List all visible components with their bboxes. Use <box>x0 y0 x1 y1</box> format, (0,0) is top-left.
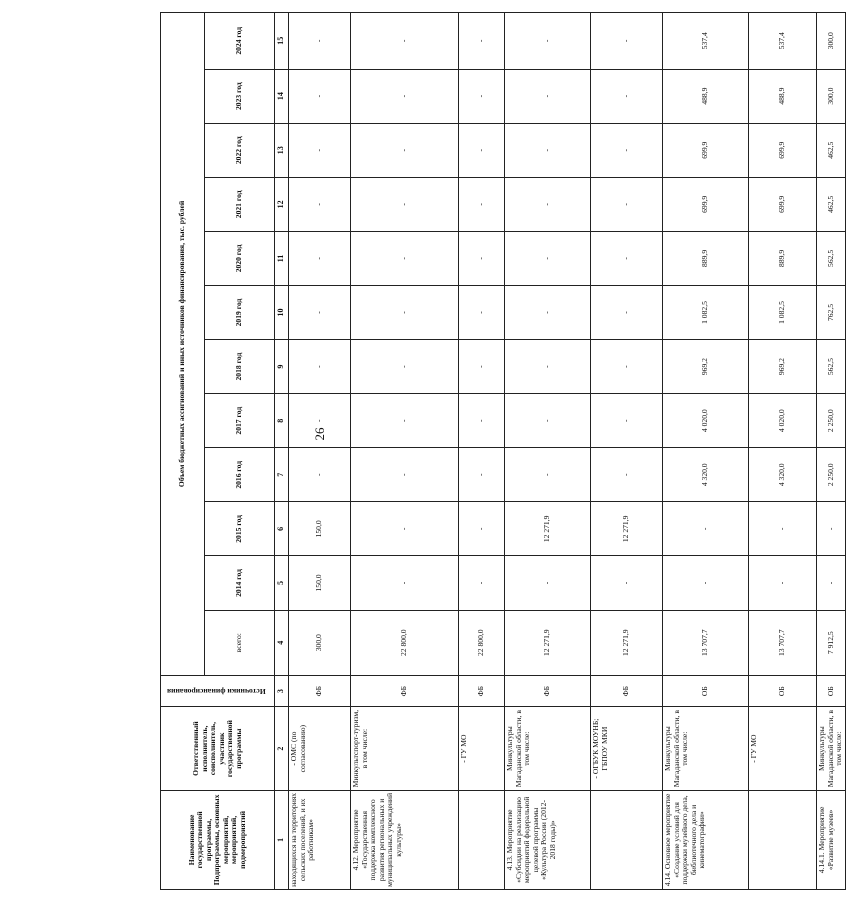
value-2018-cell: - <box>505 340 591 394</box>
activity-name-cell <box>459 790 505 889</box>
table-row <box>749 13 817 890</box>
value-2021-cell: 699,9 <box>663 177 749 231</box>
value-2018-cell: 969,2 <box>749 340 817 394</box>
value-2024-cell: - <box>289 13 351 70</box>
value-2016-cell: - <box>591 448 663 502</box>
value-2015-cell: - <box>459 502 505 556</box>
funding-source-cell: ФБ <box>351 675 459 707</box>
column-index: 2 <box>275 707 289 790</box>
budget-table <box>160 12 846 890</box>
total-cell: 13 707,7 <box>663 610 749 675</box>
value-2016-cell: - <box>351 448 459 502</box>
value-2023-cell: 488,9 <box>749 69 817 123</box>
value-2020-cell: - <box>351 231 459 285</box>
value-2021-cell: - <box>459 177 505 231</box>
value-2017-cell: 2 250,0 <box>817 394 846 448</box>
total-cell: 22 800,0 <box>351 610 459 675</box>
table-row <box>459 13 505 890</box>
executor-cell: Минкультспорт-туризм, в том числе: <box>351 707 459 790</box>
header-year-2017: 2017 год <box>205 394 275 448</box>
value-2020-cell: - <box>505 231 591 285</box>
value-2023-cell: - <box>591 69 663 123</box>
value-2023-cell: - <box>459 69 505 123</box>
column-index: 4 <box>275 610 289 675</box>
value-2020-cell: 562,5 <box>817 231 846 285</box>
value-2020-cell: - <box>459 231 505 285</box>
value-2015-cell: 12 271,9 <box>591 502 663 556</box>
value-2020-cell: - <box>289 231 351 285</box>
value-2016-cell: 2 250,0 <box>817 448 846 502</box>
column-index: 14 <box>275 69 289 123</box>
column-index: 9 <box>275 340 289 394</box>
activity-name-cell <box>591 790 663 889</box>
column-index: 3 <box>275 675 289 707</box>
value-2014-cell: - <box>749 556 817 610</box>
total-cell: 300,0 <box>289 610 351 675</box>
value-2022-cell: - <box>289 123 351 177</box>
value-2019-cell: - <box>351 285 459 339</box>
value-2019-cell: - <box>591 285 663 339</box>
value-2023-cell: - <box>505 69 591 123</box>
funding-source-cell: ФБ <box>505 675 591 707</box>
value-2017-cell: - <box>351 394 459 448</box>
value-2018-cell: 969,2 <box>663 340 749 394</box>
value-2024-cell: - <box>505 13 591 70</box>
total-cell: 13 707,7 <box>749 610 817 675</box>
value-2016-cell: 4 320,0 <box>663 448 749 502</box>
activity-name-cell: 4.14.1. Мероприятие «Развитие музеев» <box>817 790 846 889</box>
value-2014-cell: 150,0 <box>289 556 351 610</box>
value-2024-cell: 300,0 <box>817 13 846 70</box>
header-year-2020: 2020 год <box>205 231 275 285</box>
header-year-2018: 2018 год <box>205 340 275 394</box>
value-2020-cell: - <box>591 231 663 285</box>
value-2022-cell: 699,9 <box>663 123 749 177</box>
value-2020-cell: 889,9 <box>663 231 749 285</box>
value-2015-cell: - <box>749 502 817 556</box>
activity-name-cell: 4.13. Мероприятие «Субсидии на реализацию мероприятий федеральной целевой программы «Культура России (2012-2018 годы)» <box>505 790 591 889</box>
activity-name-cell: 4.14. Основное мероприятие «Создание условий для поддержки музейного дела, библиотечного дела и кинематографии» <box>663 790 749 889</box>
executor-cell: Минкультуры Магаданской области, в том числе: <box>663 707 749 790</box>
value-2015-cell: 12 271,9 <box>505 502 591 556</box>
value-2019-cell: 1 082,5 <box>663 285 749 339</box>
header-year-2019: 2019 год <box>205 285 275 339</box>
value-2021-cell: - <box>351 177 459 231</box>
value-2022-cell: - <box>459 123 505 177</box>
executor-cell: - ГУ МО <box>459 707 505 790</box>
header-budget-group: Объем бюджетных ассигнований и иных источников финансирования, тыс. рублей <box>161 13 205 676</box>
value-2016-cell: - <box>289 448 351 502</box>
header-year-2014: 2014 год <box>205 556 275 610</box>
value-2022-cell: - <box>505 123 591 177</box>
table-row <box>351 13 459 890</box>
column-index: 13 <box>275 123 289 177</box>
value-2014-cell: - <box>591 556 663 610</box>
value-2014-cell: - <box>459 556 505 610</box>
value-2017-cell: - <box>289 394 351 448</box>
value-2017-cell: 4 020,0 <box>663 394 749 448</box>
table-row <box>817 13 846 890</box>
table-row <box>505 13 591 890</box>
header-total: всего: <box>205 610 275 675</box>
page-number: 26 <box>312 427 327 441</box>
value-2024-cell: - <box>591 13 663 70</box>
header-year-2024: 2024 год <box>205 13 275 70</box>
column-index: 11 <box>275 231 289 285</box>
value-2019-cell: - <box>505 285 591 339</box>
column-index: 6 <box>275 502 289 556</box>
column-index: 7 <box>275 448 289 502</box>
table-row <box>663 13 749 890</box>
value-2015-cell: - <box>351 502 459 556</box>
value-2019-cell: 1 082,5 <box>749 285 817 339</box>
value-2017-cell: 4 020,0 <box>749 394 817 448</box>
value-2024-cell: 537,4 <box>663 13 749 70</box>
table-row <box>591 13 663 890</box>
value-2021-cell: - <box>505 177 591 231</box>
funding-source-cell: ОБ <box>817 675 846 707</box>
column-index: 5 <box>275 556 289 610</box>
header-year-2016: 2016 год <box>205 448 275 502</box>
header-source: Источники финансирования <box>166 687 266 697</box>
executor-cell: - ГУ МО <box>749 707 817 790</box>
column-index: 12 <box>275 177 289 231</box>
value-2014-cell: - <box>351 556 459 610</box>
value-2014-cell: - <box>505 556 591 610</box>
executor-cell: Минкультуры Магаданской области, в том числе: <box>817 707 846 790</box>
column-index: 15 <box>275 13 289 70</box>
executor-cell: - ОГБУК МОУНБ; ГБПОУ МКИ <box>591 707 663 790</box>
funding-source-cell: ОБ <box>663 675 749 707</box>
column-index: 8 <box>275 394 289 448</box>
funding-source-cell: ФБ <box>591 675 663 707</box>
value-2020-cell: 889,9 <box>749 231 817 285</box>
value-2022-cell: - <box>591 123 663 177</box>
value-2024-cell: - <box>351 13 459 70</box>
value-2023-cell: - <box>289 69 351 123</box>
value-2024-cell: - <box>459 13 505 70</box>
column-index: 10 <box>275 285 289 339</box>
total-cell: 22 800,0 <box>459 610 505 675</box>
value-2022-cell: - <box>351 123 459 177</box>
column-index-row <box>275 13 289 890</box>
value-2018-cell: - <box>459 340 505 394</box>
activity-name-cell: находящихся на территориях сельских поселений, и их работникам» <box>289 790 351 889</box>
value-2024-cell: 537,4 <box>749 13 817 70</box>
value-2014-cell: - <box>817 556 846 610</box>
value-2017-cell: - <box>505 394 591 448</box>
header-name: Наименование государственной программы, Подпрограммы, основных мероприятий, мероприятий, подмероприятий <box>161 790 275 889</box>
table-row <box>289 13 351 890</box>
value-2019-cell: - <box>459 285 505 339</box>
value-2017-cell: - <box>591 394 663 448</box>
total-cell: 12 271,9 <box>591 610 663 675</box>
value-2018-cell: - <box>591 340 663 394</box>
activity-name-cell <box>749 790 817 889</box>
value-2021-cell: - <box>289 177 351 231</box>
value-2023-cell: 300,0 <box>817 69 846 123</box>
header-source-cell <box>161 675 275 707</box>
value-2021-cell: - <box>591 177 663 231</box>
total-cell: 7 912,5 <box>817 610 846 675</box>
header-year-2022: 2022 год <box>205 123 275 177</box>
value-2019-cell: 762,5 <box>817 285 846 339</box>
value-2016-cell: - <box>459 448 505 502</box>
header-executor: Ответственный исполнитель, соисполнитель, участник государственной программы <box>161 707 275 790</box>
funding-source-cell: ОБ <box>749 675 817 707</box>
value-2015-cell: - <box>663 502 749 556</box>
executor-cell: Минкультуры Магаданской области, в том числе: <box>505 707 591 790</box>
value-2022-cell: 699,9 <box>749 123 817 177</box>
value-2018-cell: - <box>289 340 351 394</box>
value-2015-cell: 150,0 <box>289 502 351 556</box>
table-body <box>289 13 846 890</box>
value-2023-cell: 488,9 <box>663 69 749 123</box>
value-2021-cell: 462,5 <box>817 177 846 231</box>
rotated-page-content <box>160 12 843 890</box>
header-year-2023: 2023 год <box>205 69 275 123</box>
activity-name-cell: 4.12. Мероприятие «Государственная поддержка комплексного развития региональных и муниципальных учреждений культуры» <box>351 790 459 889</box>
value-2022-cell: 462,5 <box>817 123 846 177</box>
executor-cell: - ОМС (по согласованию) <box>289 707 351 790</box>
value-2023-cell: - <box>351 69 459 123</box>
value-2017-cell: - <box>459 394 505 448</box>
value-2018-cell: - <box>351 340 459 394</box>
value-2016-cell: 4 320,0 <box>749 448 817 502</box>
value-2016-cell: - <box>505 448 591 502</box>
header-year-2015: 2015 год <box>205 502 275 556</box>
value-2018-cell: 562,5 <box>817 340 846 394</box>
value-2014-cell: - <box>663 556 749 610</box>
column-index: 1 <box>275 790 289 889</box>
funding-source-cell: ФБ <box>289 675 351 707</box>
value-2021-cell: 699,9 <box>749 177 817 231</box>
total-cell: 12 271,9 <box>505 610 591 675</box>
value-2019-cell: - <box>289 285 351 339</box>
funding-source-cell: ФБ <box>459 675 505 707</box>
header-year-2021: 2021 год <box>205 177 275 231</box>
value-2015-cell: - <box>817 502 846 556</box>
